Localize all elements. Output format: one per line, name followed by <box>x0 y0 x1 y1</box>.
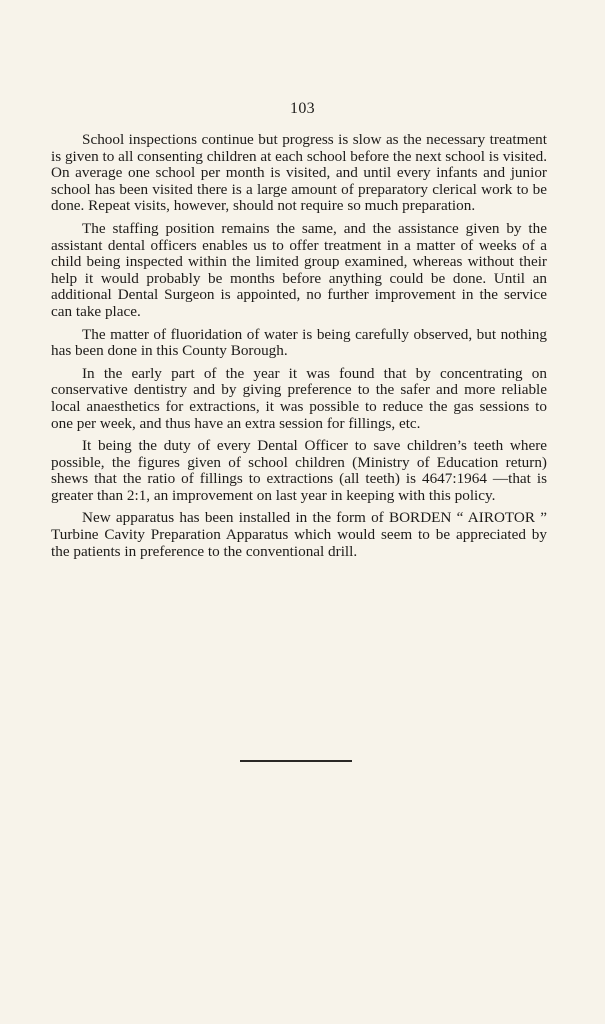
page-number: 103 <box>290 100 315 117</box>
body-text <box>51 132 547 566</box>
paragraph-school-inspections: School inspections continue but progress is slow as the necessary treatment is given to all consenting children at each school before the next school is visited. On average one school per month is visited, and until every infants and junior school has been visited there is a large amount of preparatory clerical work to be done. Repeat visits, however, should not require so much preparation. <box>51 131 547 215</box>
paragraph-anaesthetics: In the early part of the year it was found that by concentrating on conservative dentistry and by giving preference to the safer and more reliable local anaesthetics for extractions, it was possible to reduce the gas sessions to one per week, and thus have an extra session for fillings, etc. <box>51 364 547 432</box>
paragraph-staffing-position: The staffing position remains the same, and the assistance given by the assistant dental officers enables us to offer treatment in a matter of weeks of a child being inspected within the limited group examined, whereas without their help it would probably be months before anything could be done. Until an additional Dental Surgeon is appointed, no further improvement in the service can take place. <box>51 219 547 320</box>
paragraph-new-apparatus: New apparatus has been installed in the form of BORDEN “ AIROTOR ” Turbine Cavity Preparation Apparatus which would seem to be appreciated by the patients in preference to the conventional drill. <box>51 509 547 560</box>
end-of-section-rule <box>240 760 352 762</box>
paragraph-fluoridation: The matter of fluoridation of water is being carefully observed, but nothing has been done in this County Borough. <box>51 325 547 360</box>
paragraph-fillings-ratio: It being the duty of every Dental Officer to save children’s teeth where possible, the figures given of school children (Ministry of Education return) shews that the ratio of fillings to extractions (all teeth) is 4647:1964 —that is greater than 2:1, an improvement on last year in keeping with this policy. <box>51 437 547 504</box>
